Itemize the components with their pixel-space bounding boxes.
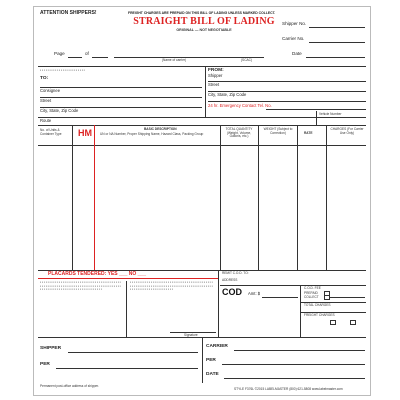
date-field[interactable] xyxy=(306,57,365,58)
carrier-date-label: DATE xyxy=(206,372,219,377)
col-divider-4 xyxy=(258,125,259,270)
page-field[interactable] xyxy=(68,57,82,58)
of-field[interactable] xyxy=(92,57,108,58)
carrier-no-label: Carrier No. xyxy=(282,36,305,41)
legal-note-left: ▪ ▪ ▪ ▪ ▪ ▪ ▪ ▪ ▪ ▪ ▪ ▪ ▪ ▪ ▪ ▪ ▪ ▪ ▪ ▪ ▪ ▪ ▪ ▪ ▪ ▪ ▪ ▪ ▪ ▪ ▪ ▪ ▪ ▪ ▪ ▪ ▪ ▪ ▪ ▪ ▪ ▪ ▪ ▪ ▪ ▪ ▪ ▪ ▪ ▪ ▪ ▪ ▪ ▪ ▪ ▪ ▪ ▪ ▪ ▪ ▪ ▪ ▪ ▪ ▪ ▪ ▪ ▪ ▪ ▪ ▪ ▪ ▪ ▪ ▪ ▪ ▪ ▪ ▪ ▪ ▪ ▪ ▪ ▪ ▪ ▪ ▪ ▪ ▪ ▪ ▪ ▪ ▪ ▪ ▪ ▪ ▪ ▪ ▪ ▪ ▪ ▪ ▪ ▪ ▪ ▪ ▪ ▪ ▪ ▪ ▪ ▪ ▪ ▪ ▪ ▪ ▪ ▪ ▪ xyxy=(40,281,121,292)
table-header-rule xyxy=(38,145,366,146)
legal-note-right: ▪ ▪ ▪ ▪ ▪ ▪ ▪ ▪ ▪ ▪ ▪ ▪ ▪ ▪ ▪ ▪ ▪ ▪ ▪ ▪ ▪ ▪ ▪ ▪ ▪ ▪ ▪ ▪ ▪ ▪ ▪ ▪ ▪ ▪ ▪ ▪ ▪ ▪ ▪ ▪ ▪ ▪ ▪ ▪ ▪ ▪ ▪ ▪ ▪ ▪ ▪ ▪ ▪ ▪ ▪ ▪ ▪ ▪ ▪ ▪ ▪ ▪ ▪ ▪ ▪ ▪ ▪ ▪ ▪ ▪ ▪ ▪ ▪ ▪ ▪ ▪ ▪ ▪ ▪ ▪ ▪ ▪ ▪ ▪ ▪ ▪ ▪ ▪ ▪ ▪ ▪ ▪ ▪ ▪ ▪ ▪ ▪ ▪ ▪ ▪ ▪ ▪ ▪ ▪ ▪ ▪ ▪ ▪ ▪ ▪ ▪ xyxy=(130,281,213,292)
scac-label: (SCAC) xyxy=(241,58,252,62)
emergency-contact-label: 24 hr. Emergency Contact Tel. No. xyxy=(208,103,272,108)
shipper-per-label: PER xyxy=(40,362,50,367)
col-units-header: No. of Units & Container Type xyxy=(40,128,62,136)
signature-label: Signature xyxy=(184,333,198,337)
cod-fee-label: C.O.D. FEE xyxy=(304,286,321,290)
prepaid-label: PREPAID xyxy=(304,291,318,295)
cod-left-divider xyxy=(218,270,219,337)
col-divider-6 xyxy=(326,125,327,270)
cod-label: COD xyxy=(222,287,242,297)
attention-shippers: ATTENTION SHIPPERS! xyxy=(40,10,97,16)
form-title: STRAIGHT BILL OF LADING xyxy=(133,16,275,27)
table-top-rule xyxy=(38,125,366,126)
carrier-sign-label: CARRIER xyxy=(206,344,228,349)
col-description-subheader: UN or NA Number, Proper Shipping Name, Hazard Class, Packing Group xyxy=(100,132,204,136)
shipper-sign-field[interactable] xyxy=(68,352,198,353)
freight-collect-checkbox[interactable] xyxy=(350,320,356,325)
carrier-per-field[interactable] xyxy=(222,364,365,365)
route-top-rule xyxy=(38,66,366,67)
carrier-no-field[interactable] xyxy=(309,42,365,43)
from-label: FROM: xyxy=(208,68,224,73)
freight-charges-label: FREIGHT CHARGES xyxy=(304,313,335,317)
from-shipper-field[interactable] xyxy=(208,81,366,82)
col-divider-5 xyxy=(297,125,298,270)
vehicle-number-label: Vehicle Number xyxy=(319,112,342,116)
form-subtitle: ORIGINAL — NOT NEGOTIABLE xyxy=(176,28,232,32)
bill-of-lading-form xyxy=(33,6,371,396)
col-divider-hm xyxy=(94,125,95,270)
cod-fee-field[interactable] xyxy=(330,297,365,298)
from-street-label: Street xyxy=(208,82,220,87)
cod-amount-field[interactable] xyxy=(262,297,298,298)
from-shipper-label: Shipper xyxy=(208,73,223,78)
placards-tendered[interactable]: PLACARDS TENDERED: YES ___ NO ___ xyxy=(48,271,146,277)
from-city-field[interactable] xyxy=(208,101,366,102)
legal-divider xyxy=(126,281,127,337)
cod-amount-label: Amt: $ xyxy=(248,291,261,296)
from-city-label: City, State, Zip Code xyxy=(208,92,247,97)
col-divider-3 xyxy=(220,125,221,270)
consignee-field[interactable] xyxy=(40,87,202,88)
street-label: Street xyxy=(40,98,52,103)
col-description-header: BASIC DESCRIPTION xyxy=(144,127,177,131)
collect-label: COLLECT xyxy=(304,295,319,299)
permanent-address-note: Permanent post-office address of shipper. xyxy=(40,384,99,388)
city-label: City, State, Zip Code xyxy=(40,108,79,113)
carrier-date-field[interactable] xyxy=(224,378,365,379)
freight-prepaid-checkbox[interactable] xyxy=(330,320,336,325)
freight-notice: FREIGHT CHARGES ARE PREPAID ON THIS BILL OF LADING UNLESS MARKED COLLECT. xyxy=(128,11,276,15)
address-label: ADDRESS xyxy=(222,278,238,282)
col-divider-1 xyxy=(72,125,73,270)
shipper-per-field[interactable] xyxy=(56,368,198,369)
col-hm-header: HM xyxy=(78,128,92,138)
col-quantity-header: TOTAL QUANTITY (Weight, Volume, Gallons, etc.) xyxy=(225,127,253,139)
shipper-no-field[interactable] xyxy=(309,27,365,28)
cod-right-divider xyxy=(300,285,301,337)
remit-cod-label: REMIT C.O.D. TO: xyxy=(222,271,249,275)
col-charges-header: CHARGES (For Carrier Use Only) xyxy=(330,127,364,135)
emergency-contact-field[interactable] xyxy=(266,109,366,110)
shipper-sign-label: SHIPPER xyxy=(40,346,62,351)
form-footer-code: STYLE F376L ©2015 LABELMASTER (800) 621-5808 www.labelmaster.com xyxy=(234,387,343,391)
route-divider xyxy=(205,66,206,117)
col-weight-header: WEIGHT (Subject to Correction) xyxy=(263,127,293,135)
placards-rule xyxy=(38,278,218,279)
page-label: Page xyxy=(54,51,65,56)
carrier-name-label: (Name of carrier) xyxy=(162,58,187,62)
remit-rule xyxy=(220,285,366,286)
prepaid-note: ▪ ▪ ▪ ▪ ▪ ▪ ▪ ▪ ▪ ▪ ▪ ▪ ▪ ▪ ▪ ▪ ▪ ▪ ▪ ▪ ▪ ▪ ▪ ▪ xyxy=(40,69,85,72)
total-charges-label: TOTAL CHARGES xyxy=(304,303,331,307)
to-label: TO: xyxy=(40,76,49,81)
street-field[interactable] xyxy=(40,97,202,98)
consignee-label: Consignee xyxy=(40,88,61,93)
route-label: Route xyxy=(40,118,52,123)
carrier-sign-field[interactable] xyxy=(234,350,365,351)
date-label: Date xyxy=(292,51,302,56)
shipper-no-label: Shipper No. xyxy=(282,21,307,26)
signature-divider xyxy=(202,337,203,383)
carrier-per-label: PER xyxy=(206,358,216,363)
col-rate-header: RATE xyxy=(304,131,313,135)
vehicle-divider xyxy=(316,111,317,125)
of-label: of xyxy=(85,51,89,56)
